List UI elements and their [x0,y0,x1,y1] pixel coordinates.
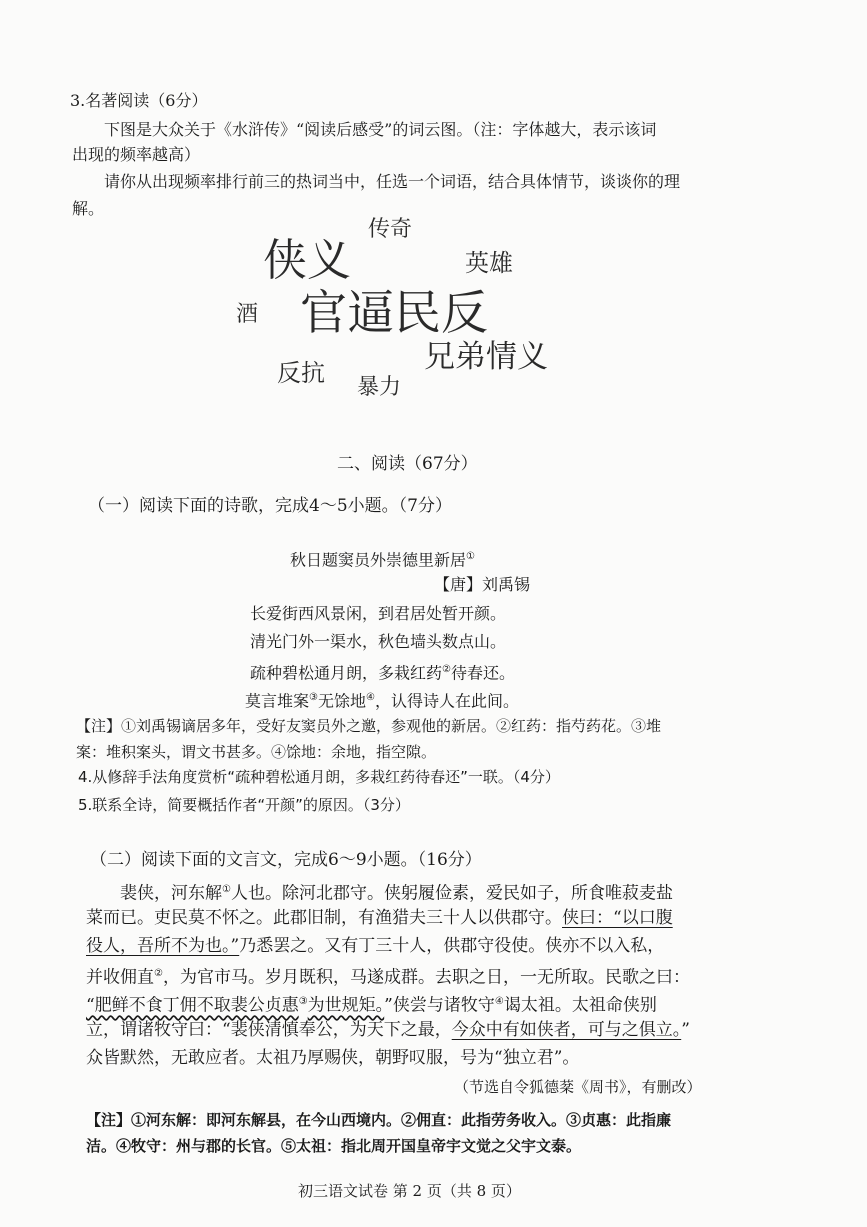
passage-line-4: 并收佣直②，为官市马。岁月既积，马遂成群。去职之日，一无所取。民歌之曰： [86,967,690,988]
passage-note-1: 【注】①河东解：即河东解县，在今山西境内。②佣直：此指劳务收入。③贞惠：此指廉 [86,1111,672,1129]
passage-line-5: “肥鲜不食丁佣不取裴公贞惠③为世规矩。”侠尝与诸牧守④谒太祖。太祖命侠别 [86,995,657,1016]
cloud-word-baoli: 暴力 [357,375,402,400]
passage-line-7: 众皆默然，无敢应者。太祖乃厚赐侠，朝野叹服，号为“独立君”。 [86,1048,580,1068]
cloud-word-fankang: 反抗 [277,359,325,387]
page-footer: 初三语文试卷 第 2 页（共 8 页） [298,1182,521,1200]
cloud-word-yingxiong: 英雄 [465,249,513,277]
poem-line-4: 莫言堆案③无馀地④，认得诗人在此间。 [245,691,519,711]
poem-author: 【唐】刘禹锡 [434,575,531,594]
passage-line-3: 役人，吾所不为也。”乃悉罢之。又有丁三十人，供郡守役使。侠亦不以入私， [86,936,665,956]
passage-line-2: 菜而已。吏民莫不怀之。此郡旧制，有渔猎夫三十人以供郡守。侠曰：“以口腹 [86,908,673,928]
q3-title: 3.名著阅读（6分） [70,91,208,110]
poem-line-1: 长爱街西风景闲，到君居处暂开颜。 [250,604,507,623]
cloud-word-jiu: 酒 [236,302,259,327]
part2-heading: （二）阅读下面的文言文，完成6～9小题。（16分） [90,850,482,870]
poem-line-2: 清光门外一渠水，秋色墙头数点山。 [250,632,507,651]
underlined-sentence: 侠曰：“以口腹 [562,908,673,928]
cloud-word-chuanqi: 传奇 [368,217,413,242]
poem-title: 秋日题窦员外崇德里新居① [290,550,475,570]
section2-title: 二、阅读（67分） [337,454,478,474]
passage-source: （节选自令狐德棻《周书》，有删改） [454,1078,702,1096]
poem-note-1: 【注】①刘禹锡谪居多年，受好友窦员外之邀，参观他的新居。②红药：指芍药花。③堆 [76,717,662,735]
cloud-word-guanbiminfan: 官逼民反 [300,286,488,341]
cloud-word-xiongdiqingyi: 兄弟情义 [424,339,548,375]
q3-line2: 出现的频率越高） [72,145,201,164]
question-4: 4.从修辞手法角度赏析“疏种碧松通月朗，多栽红药待春还”一联。（4分） [78,768,560,786]
part1-heading: （一）阅读下面的诗歌，完成4～5小题。（7分） [88,496,452,516]
cloud-word-xiayi: 侠义 [263,235,351,286]
poem-note-2: 案：堆积案头，谓文书甚多。④馀地：余地，指空隙。 [76,743,437,761]
passage-line-1: 裴侠，河东解①人也。除河北郡守。侠躬履俭素，爱民如子，所食唯菽麦盐 [120,883,673,904]
q3-line1: 下图是大众关于《水浒传》“阅读后感受”的词云图。（注：字体越大，表示该词 [104,120,657,139]
q3-line4: 解。 [72,199,105,218]
passage-line-6: 立，谓诸牧守曰：“裴侠清慎奉公，为天下之最，今众中有如侠者，可与之俱立。” [86,1020,690,1040]
passage-note-2: 洁。④牧守：州与郡的长官。⑤太祖：指北周开国皇帝宇文觉之父宇文泰。 [86,1137,582,1155]
wavy-underlined-text: “肥鲜不食丁佣不取裴公贞惠 [86,995,299,1016]
question-5: 5.联系全诗，简要概括作者“开颜”的原因。（3分） [78,796,410,814]
q3-line3: 请你从出现频率排行前三的热词当中，任选一个词语，结合具体情节，谈谈你的理 [104,172,681,191]
poem-line-3: 疏种碧松通月朗，多栽红药②待春还。 [250,663,515,683]
